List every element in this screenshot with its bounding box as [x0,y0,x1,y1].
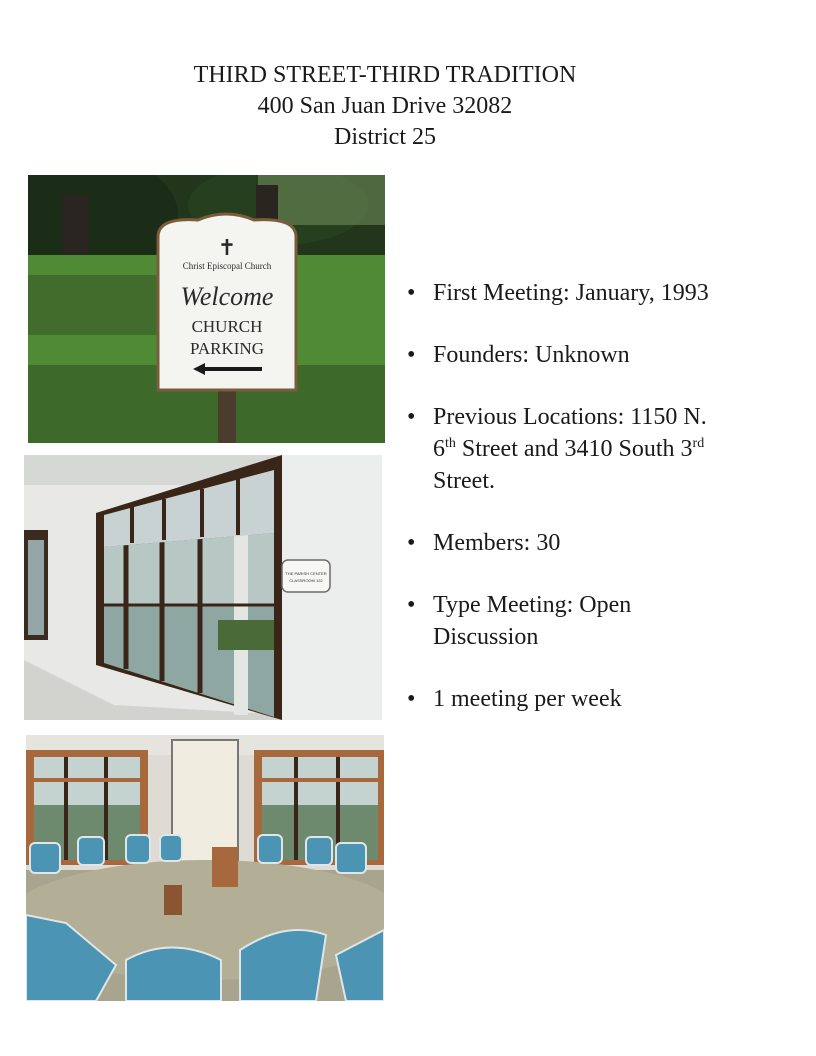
bullet-icon: • [407,342,416,368]
welcome-sign-photo [28,175,385,443]
bullet-icon: • [407,686,416,712]
entrance-photo [24,455,382,720]
sign-church-name: Christ Episcopal Church [182,261,272,271]
group-address: 400 San Juan Drive 32082 [257,93,513,119]
plaque-line1: THE PARISH CENTER [285,571,327,576]
bullet-icon: • [407,592,416,618]
fact-first-meeting: • First Meeting: January, 1993 [405,277,735,309]
group-facts [405,277,735,745]
fact-members: • Members: 30 [405,527,735,559]
meeting-room-photo [26,735,384,1001]
plaque-line2: CLASSROOM 122 [289,578,323,583]
bullet-icon: • [407,280,416,306]
group-title: THIRD STREET-THIRD TRADITION [193,62,577,88]
sign-line2: PARKING [189,339,265,358]
sign-cross-icon: ✝ [217,235,237,260]
bullet-icon: • [407,530,416,556]
fact-previous-locations: • Previous Locations: 1150 N. 6th Street and 3410 South 3rd Street. [405,401,735,497]
group-district: District 25 [334,124,436,150]
fact-meeting-type: • Type Meeting: Open Discussion [405,589,735,653]
bullet-icon: • [407,404,416,430]
sign-line1: CHURCH [191,317,263,336]
page-header [0,60,770,153]
fact-frequency: • 1 meeting per week [405,683,735,715]
fact-founders: • Founders: Unknown [405,339,735,371]
sign-welcome: Welcome [180,282,274,311]
